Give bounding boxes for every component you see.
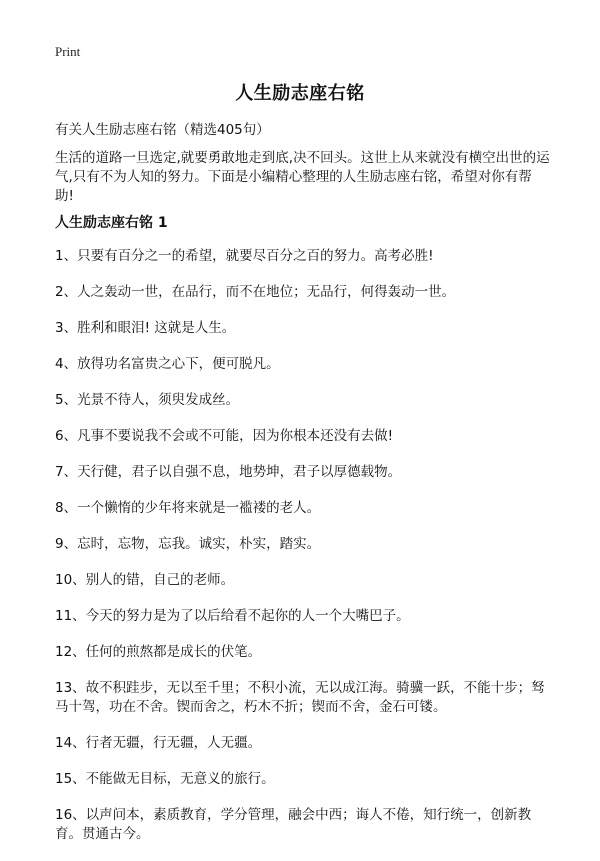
list-item: 8、一个懒惰的少年将来就是一褴褛的老人。 — [55, 500, 321, 516]
list-item: 7、天行健，君子以自强不息，地势坤，君子以厚德载物。 — [55, 464, 402, 480]
list-item: 2、人之轰动一世，在品行，而不在地位；无品行，何得轰动一世。 — [55, 284, 456, 300]
list-item: 4、放得功名富贵之心下，便可脱凡。 — [55, 356, 280, 372]
list-item: 10、别人的错，自己的老师。 — [55, 572, 235, 588]
list-item: 16、以声问本，素质教育，学分管理，融会中西；诲人不倦，知行统一，创新教育。贯通古今。 — [55, 807, 532, 842]
list-item: 6、凡事不要说我不会或不可能，因为你根本还没有去做! — [55, 428, 394, 444]
print-link[interactable]: Print — [55, 44, 81, 59]
section-heading: 人生励志座右铭 1 — [55, 215, 168, 231]
list-item: 11、今天的努力是为了以后给看不起你的人一个大嘴巴子。 — [55, 608, 410, 624]
document-subtitle: 有关人生励志座右铭（精选405句） — [55, 122, 270, 138]
list-item: 3、胜利和眼泪! 这就是人生。 — [55, 320, 236, 336]
list-item: 12、任何的煎熬都是成长的伏笔。 — [55, 644, 262, 660]
list-item: 5、光景不待人，须臾发成丝。 — [55, 392, 240, 408]
list-item: 15、不能做无目标，无意义的旅行。 — [55, 771, 275, 787]
list-item: 1、只要有百分之一的希望，就要尽百分之百的努力。高考必胜! — [55, 248, 434, 264]
page-title: 人生励志座右铭 — [235, 83, 365, 104]
list-item: 9、忘时，忘物，忘我。诚实，朴实，踏实。 — [55, 536, 321, 552]
list-item: 13、故不积跬步，无以至千里；不积小流，无以成江海。骑骥一跃，不能十步；驽马十驾，功在不舍。锲而舍之，朽木不折；锲而不舍，金石可镂。 — [55, 680, 545, 715]
intro-paragraph: 生活的道路一旦选定,就要勇敢地走到底,决不回头。这世上从来就没有横空出世的运气,只有不为人知的努力。下面是小编精心整理的人生励志座右铭，希望对你有帮助! — [55, 150, 550, 204]
motto-list — [55, 247, 555, 861]
list-item: 14、行者无疆，行无疆，人无疆。 — [55, 735, 262, 751]
